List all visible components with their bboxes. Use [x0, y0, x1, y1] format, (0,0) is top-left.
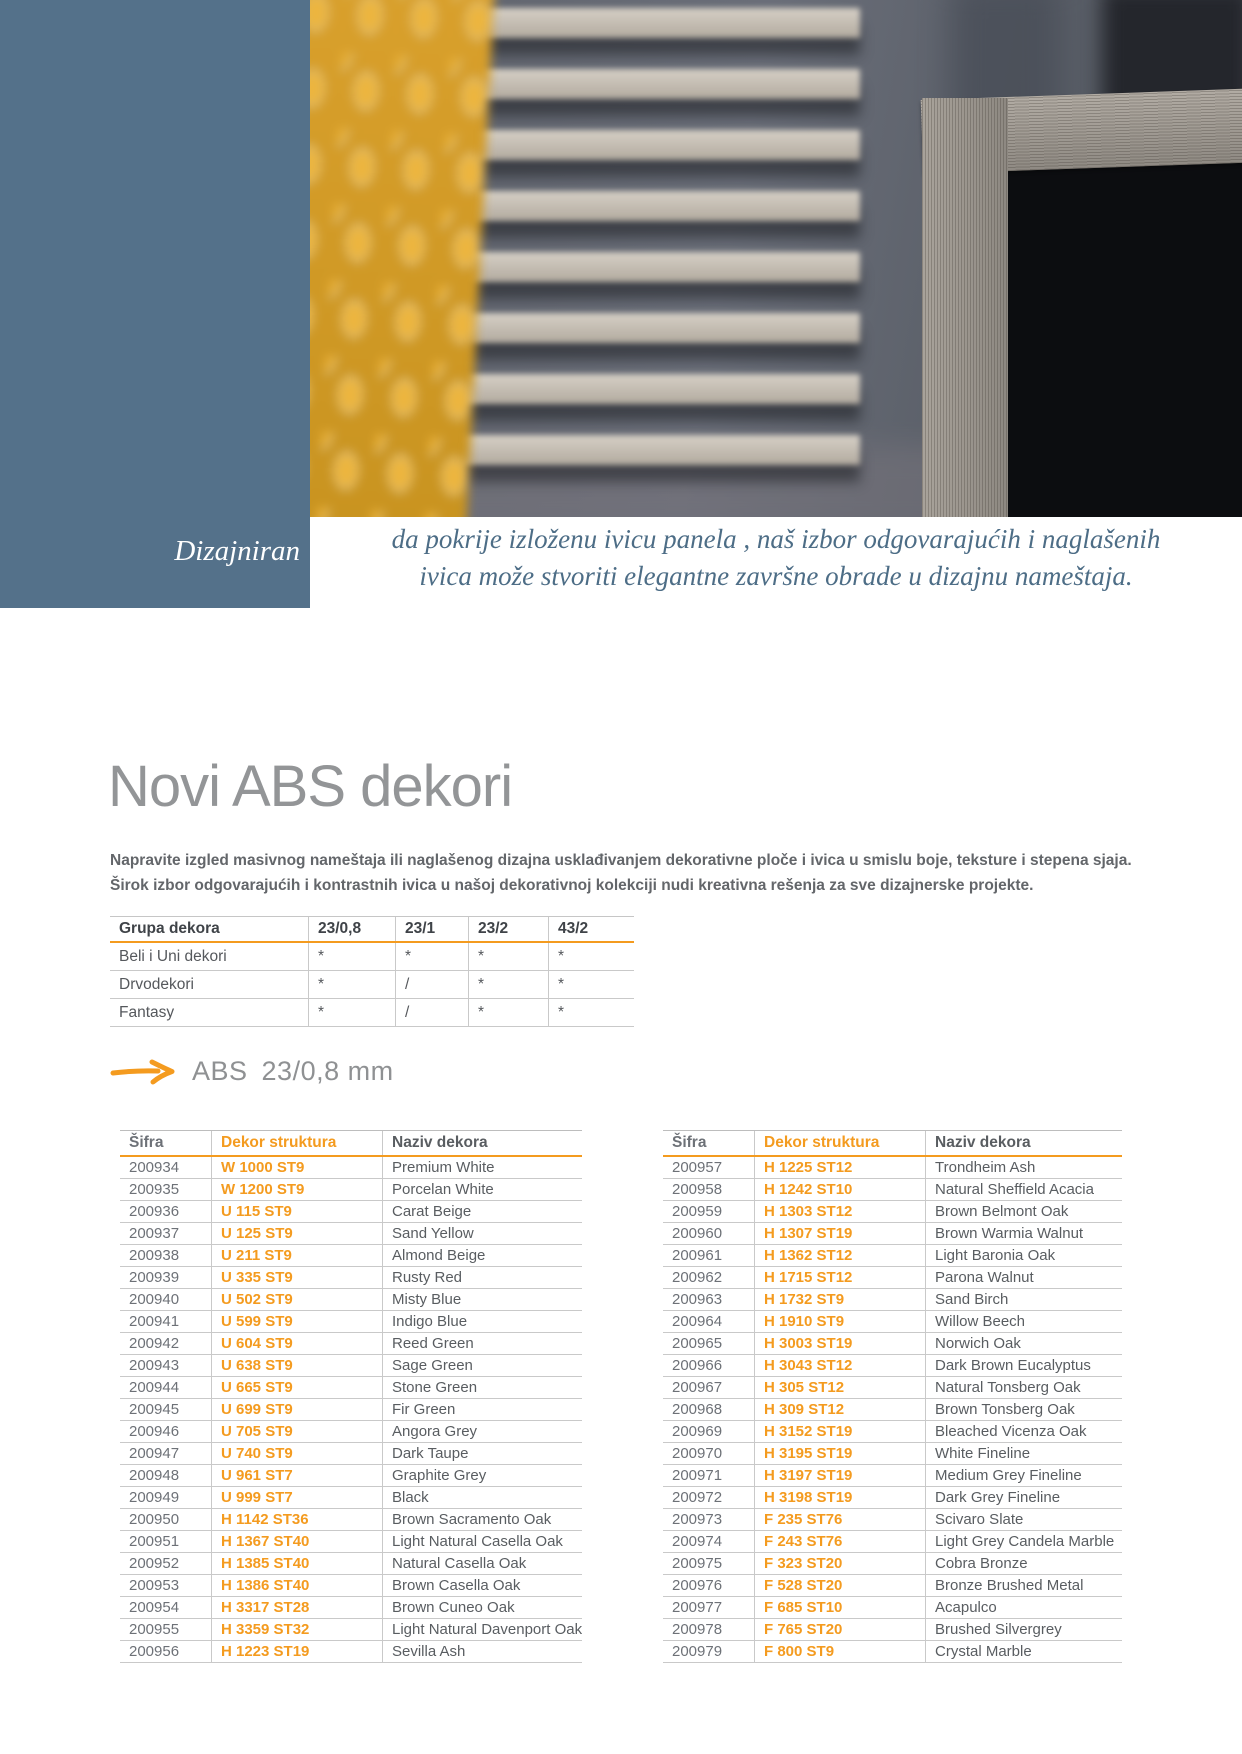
cell-struct: U 699 ST9 — [212, 1399, 383, 1421]
cell-code: 200943 — [120, 1355, 212, 1377]
cell-name: Bronze Brushed Metal — [926, 1575, 1123, 1597]
table-row — [663, 1487, 1122, 1509]
table-row — [663, 1311, 1122, 1333]
table-row — [663, 1289, 1122, 1311]
cell-struct: F 685 ST10 — [755, 1597, 926, 1619]
cell-struct: H 1715 ST12 — [755, 1267, 926, 1289]
cell-val: * — [309, 971, 396, 999]
cell-name: Stone Green — [383, 1377, 583, 1399]
cell-code: 200975 — [663, 1553, 755, 1575]
cell-struct: U 211 ST9 — [212, 1245, 383, 1267]
cell-code: 200970 — [663, 1443, 755, 1465]
cell-struct: H 3359 ST32 — [212, 1619, 383, 1641]
cell-name: Angora Grey — [383, 1421, 583, 1443]
cell-struct: U 961 ST7 — [212, 1465, 383, 1487]
table-row — [663, 1377, 1122, 1399]
cell-code: 200966 — [663, 1355, 755, 1377]
cell-name: Crystal Marble — [926, 1641, 1123, 1663]
cell-code: 200976 — [663, 1575, 755, 1597]
table-row — [663, 1641, 1122, 1663]
cell-name: Natural Casella Oak — [383, 1553, 583, 1575]
cell-struct: F 323 ST20 — [755, 1553, 926, 1575]
decor-table-right — [663, 1130, 1122, 1663]
cell-name: Carat Beige — [383, 1201, 583, 1223]
cell-struct: H 3198 ST19 — [755, 1487, 926, 1509]
abs-product: ABS — [192, 1055, 248, 1086]
cell-struct: H 305 ST12 — [755, 1377, 926, 1399]
column-header: 23/0,8 — [309, 917, 396, 943]
table-row — [663, 1333, 1122, 1355]
cell-struct: U 604 ST9 — [212, 1333, 383, 1355]
column-header: Šifra — [663, 1131, 755, 1157]
cell-code: 200952 — [120, 1553, 212, 1575]
cell-name: Dark Grey Fineline — [926, 1487, 1123, 1509]
cell-struct: H 1307 ST19 — [755, 1223, 926, 1245]
decor-table-left — [120, 1130, 582, 1663]
cell-struct: H 1386 ST40 — [212, 1575, 383, 1597]
cell-name: Medium Grey Fineline — [926, 1465, 1123, 1487]
cell-struct: H 1910 ST9 — [755, 1311, 926, 1333]
cell-name: Brown Belmont Oak — [926, 1201, 1123, 1223]
table-row — [110, 999, 634, 1027]
cell-struct: H 3003 ST19 — [755, 1333, 926, 1355]
cell-struct: H 1367 ST40 — [212, 1531, 383, 1553]
cell-code: 200951 — [120, 1531, 212, 1553]
cell-code: 200947 — [120, 1443, 212, 1465]
table-row — [663, 1355, 1122, 1377]
cell-name: Light Baronia Oak — [926, 1245, 1123, 1267]
table-row — [120, 1619, 582, 1641]
cell-name: Dark Brown Eucalyptus — [926, 1355, 1123, 1377]
column-header: Naziv dekora — [926, 1131, 1123, 1157]
cell-label: Fantasy — [110, 999, 309, 1027]
cell-label: Drvodekori — [110, 971, 309, 999]
cell-name: Almond Beige — [383, 1245, 583, 1267]
arrow-right-icon — [110, 1057, 176, 1085]
hero-blue-panel — [0, 0, 310, 608]
header-row — [663, 1131, 1122, 1157]
table-row — [110, 942, 634, 971]
cell-struct: U 705 ST9 — [212, 1421, 383, 1443]
cell-code: 200936 — [120, 1201, 212, 1223]
cell-code: 200965 — [663, 1333, 755, 1355]
shelf-slat — [458, 435, 860, 465]
table-row — [120, 1289, 582, 1311]
header-row — [110, 917, 634, 943]
table-row — [120, 1333, 582, 1355]
cell-val: * — [469, 971, 549, 999]
cell-name: Sand Yellow — [383, 1223, 583, 1245]
table-row — [120, 1355, 582, 1377]
page-title: Novi ABS dekori — [108, 753, 513, 819]
table-row — [120, 1575, 582, 1597]
table-row — [120, 1179, 582, 1201]
cell-code: 200934 — [120, 1156, 212, 1179]
table-row — [663, 1421, 1122, 1443]
cell-struct: U 335 ST9 — [212, 1267, 383, 1289]
cell-name: Indigo Blue — [383, 1311, 583, 1333]
table-row — [120, 1531, 582, 1553]
cell-code: 200973 — [663, 1509, 755, 1531]
cell-name: Cobra Bronze — [926, 1553, 1123, 1575]
column-header: Šifra — [120, 1131, 212, 1157]
cell-struct: H 1225 ST12 — [755, 1156, 926, 1179]
cell-name: Scivaro Slate — [926, 1509, 1123, 1531]
cell-struct: H 3197 ST19 — [755, 1465, 926, 1487]
cell-val: / — [396, 999, 469, 1027]
cell-name: Fir Green — [383, 1399, 583, 1421]
cell-code: 200940 — [120, 1289, 212, 1311]
cell-code: 200954 — [120, 1597, 212, 1619]
cell-name: Norwich Oak — [926, 1333, 1123, 1355]
table-row — [120, 1245, 582, 1267]
cell-struct: U 638 ST9 — [212, 1355, 383, 1377]
cell-struct: F 235 ST76 — [755, 1509, 926, 1531]
table-row — [110, 971, 634, 999]
cell-code: 200937 — [120, 1223, 212, 1245]
table-row — [663, 1245, 1122, 1267]
cell-code: 200938 — [120, 1245, 212, 1267]
cell-name: Brown Cuneo Oak — [383, 1597, 583, 1619]
cell-name: Willow Beech — [926, 1311, 1123, 1333]
cell-name: Natural Tonsberg Oak — [926, 1377, 1123, 1399]
shelf-slat — [458, 191, 860, 221]
table-row — [120, 1311, 582, 1333]
cell-struct: U 665 ST9 — [212, 1377, 383, 1399]
column-header: Grupa dekora — [110, 917, 309, 943]
cell-struct: W 1200 ST9 — [212, 1179, 383, 1201]
cell-name: Brown Sacramento Oak — [383, 1509, 583, 1531]
table-row — [663, 1179, 1122, 1201]
cell-struct: H 1303 ST12 — [755, 1201, 926, 1223]
table-row — [120, 1377, 582, 1399]
cell-code: 200939 — [120, 1267, 212, 1289]
cell-name: Rusty Red — [383, 1267, 583, 1289]
shelf-slat — [458, 374, 860, 404]
cell-name: Brushed Silvergrey — [926, 1619, 1123, 1641]
table-row — [120, 1597, 582, 1619]
shelf-slat — [458, 252, 860, 282]
cell-name: Premium White — [383, 1156, 583, 1179]
cell-code: 200949 — [120, 1487, 212, 1509]
intro-line: Napravite izgled masivnog nameštaja ili naglašenog dizajna usklađivanjem dekorativne ploče i ivica u smislu boje, teksture i stepena sjaja. — [110, 851, 1132, 869]
cell-code: 200971 — [663, 1465, 755, 1487]
cell-name: Sage Green — [383, 1355, 583, 1377]
table-row — [663, 1465, 1122, 1487]
cell-code: 200945 — [120, 1399, 212, 1421]
cell-code: 200941 — [120, 1311, 212, 1333]
column-header: Dekor struktura — [755, 1131, 926, 1157]
cell-name: Black — [383, 1487, 583, 1509]
column-header: Naziv dekora — [383, 1131, 583, 1157]
cell-val: * — [396, 942, 469, 971]
cell-struct: W 1000 ST9 — [212, 1156, 383, 1179]
cell-struct: H 3195 ST19 — [755, 1443, 926, 1465]
cell-struct: H 1223 ST19 — [212, 1641, 383, 1663]
cell-code: 200950 — [120, 1509, 212, 1531]
cell-struct: H 3152 ST19 — [755, 1421, 926, 1443]
cell-name: Light Natural Casella Oak — [383, 1531, 583, 1553]
cell-struct: F 243 ST76 — [755, 1531, 926, 1553]
cell-name: Parona Walnut — [926, 1267, 1123, 1289]
intro-paragraph — [110, 848, 1132, 898]
table-row — [663, 1531, 1122, 1553]
cell-struct: U 599 ST9 — [212, 1311, 383, 1333]
furniture-photo — [310, 0, 1242, 517]
cell-val: * — [549, 942, 635, 971]
table-row — [120, 1267, 582, 1289]
cell-name: Brown Casella Oak — [383, 1575, 583, 1597]
cell-code: 200968 — [663, 1399, 755, 1421]
table-row — [120, 1509, 582, 1531]
yellow-pillow — [310, 0, 495, 517]
cell-struct: H 3043 ST12 — [755, 1355, 926, 1377]
cell-name: Brown Tonsberg Oak — [926, 1399, 1123, 1421]
cell-name: Porcelan White — [383, 1179, 583, 1201]
cell-val: * — [549, 971, 635, 999]
table-row — [120, 1443, 582, 1465]
table-row — [120, 1553, 582, 1575]
cell-code: 200963 — [663, 1289, 755, 1311]
header-row — [120, 1131, 582, 1157]
cell-label: Beli i Uni dekori — [110, 942, 309, 971]
cell-name: Natural Sheffield Acacia — [926, 1179, 1123, 1201]
cell-name: Acapulco — [926, 1597, 1123, 1619]
cell-code: 200958 — [663, 1179, 755, 1201]
cell-struct: F 528 ST20 — [755, 1575, 926, 1597]
cell-struct: U 740 ST9 — [212, 1443, 383, 1465]
cell-code: 200979 — [663, 1641, 755, 1663]
shelf-slat — [458, 8, 860, 38]
cell-struct: F 765 ST20 — [755, 1619, 926, 1641]
cell-code: 200978 — [663, 1619, 755, 1641]
column-header: Dekor struktura — [212, 1131, 383, 1157]
cell-code: 200962 — [663, 1267, 755, 1289]
cell-struct: F 800 ST9 — [755, 1641, 926, 1663]
cell-code: 200948 — [120, 1465, 212, 1487]
column-header: 23/1 — [396, 917, 469, 943]
cell-code: 200977 — [663, 1597, 755, 1619]
cell-struct: H 1142 ST36 — [212, 1509, 383, 1531]
cell-val: * — [469, 942, 549, 971]
cell-code: 200972 — [663, 1487, 755, 1509]
cell-struct: U 502 ST9 — [212, 1289, 383, 1311]
cell-val: * — [309, 942, 396, 971]
shelf-slat — [458, 130, 860, 160]
cell-name: White Fineline — [926, 1443, 1123, 1465]
cell-struct: H 1732 ST9 — [755, 1289, 926, 1311]
cell-name: Bleached Vicenza Oak — [926, 1421, 1123, 1443]
cell-name: Reed Green — [383, 1333, 583, 1355]
cell-struct: H 1385 ST40 — [212, 1553, 383, 1575]
table-row — [663, 1443, 1122, 1465]
cell-struct: U 999 ST7 — [212, 1487, 383, 1509]
cell-code: 200969 — [663, 1421, 755, 1443]
cell-name: Sevilla Ash — [383, 1641, 583, 1663]
cell-struct: H 1362 ST12 — [755, 1245, 926, 1267]
table-row — [120, 1487, 582, 1509]
cell-name: Sand Birch — [926, 1289, 1123, 1311]
table-row — [663, 1399, 1122, 1421]
cell-struct: H 1242 ST10 — [755, 1179, 926, 1201]
cell-code: 200960 — [663, 1223, 755, 1245]
wood-frame-side-edge — [922, 98, 1008, 517]
cell-name: Brown Warmia Walnut — [926, 1223, 1123, 1245]
cell-code: 200956 — [120, 1641, 212, 1663]
table-row — [663, 1223, 1122, 1245]
cell-code: 200942 — [120, 1333, 212, 1355]
cell-code: 200946 — [120, 1421, 212, 1443]
table-row — [663, 1201, 1122, 1223]
shelf-slat — [458, 69, 860, 99]
cell-val: / — [396, 971, 469, 999]
cell-name: Light Natural Davenport Oak — [383, 1619, 583, 1641]
table-row — [120, 1156, 582, 1179]
cell-struct: H 3317 ST28 — [212, 1597, 383, 1619]
cell-val: * — [309, 999, 396, 1027]
cell-code: 200974 — [663, 1531, 755, 1553]
table-row — [663, 1553, 1122, 1575]
table-row — [663, 1509, 1122, 1531]
hero-label: Dizajniran — [174, 535, 300, 567]
table-row — [120, 1641, 582, 1663]
table-row — [663, 1575, 1122, 1597]
table-row — [663, 1619, 1122, 1641]
cell-code: 200944 — [120, 1377, 212, 1399]
cell-code: 200959 — [663, 1201, 755, 1223]
table-row — [663, 1597, 1122, 1619]
cell-name: Light Grey Candela Marble — [926, 1531, 1123, 1553]
cell-code: 200957 — [663, 1156, 755, 1179]
cell-code: 200955 — [120, 1619, 212, 1641]
shelf-slat — [458, 313, 860, 343]
cell-code: 200967 — [663, 1377, 755, 1399]
cell-struct: U 125 ST9 — [212, 1223, 383, 1245]
cell-code: 200935 — [120, 1179, 212, 1201]
table-row — [120, 1223, 582, 1245]
cell-struct: H 309 ST12 — [755, 1399, 926, 1421]
table-row — [120, 1465, 582, 1487]
table-row — [663, 1156, 1122, 1179]
frame-black-interior — [1005, 160, 1242, 517]
decor-groups-table — [110, 916, 634, 1027]
tagline-line: da pokrije izloženu ivicu panela , naš izbor odgovarajućih i naglašenih — [391, 524, 1161, 554]
abs-size: 23/0,8 mm — [261, 1055, 394, 1086]
cell-val: * — [549, 999, 635, 1027]
hero-tagline — [316, 521, 1236, 595]
cell-val: * — [469, 999, 549, 1027]
cell-name: Misty Blue — [383, 1289, 583, 1311]
tagline-line: ivica može stvoriti elegantne završne obrade u dizajnu nameštaja. — [419, 561, 1133, 591]
table-row — [120, 1399, 582, 1421]
intro-line: Širok izbor odgovarajućih i kontrastnih ivica u našoj dekorativnoj kolekciji nudi kreativna rešenja za sve dizajnerske projekte. — [110, 876, 1034, 894]
cell-code: 200961 — [663, 1245, 755, 1267]
table-row — [120, 1201, 582, 1223]
cell-code: 200964 — [663, 1311, 755, 1333]
abs-label — [192, 1056, 394, 1087]
cell-name: Trondheim Ash — [926, 1156, 1123, 1179]
cell-name: Graphite Grey — [383, 1465, 583, 1487]
table-row — [120, 1421, 582, 1443]
column-header: 43/2 — [549, 917, 635, 943]
column-header: 23/2 — [469, 917, 549, 943]
cell-name: Dark Taupe — [383, 1443, 583, 1465]
cell-code: 200953 — [120, 1575, 212, 1597]
table-row — [663, 1267, 1122, 1289]
cell-struct: U 115 ST9 — [212, 1201, 383, 1223]
abs-size-heading — [110, 1054, 394, 1088]
